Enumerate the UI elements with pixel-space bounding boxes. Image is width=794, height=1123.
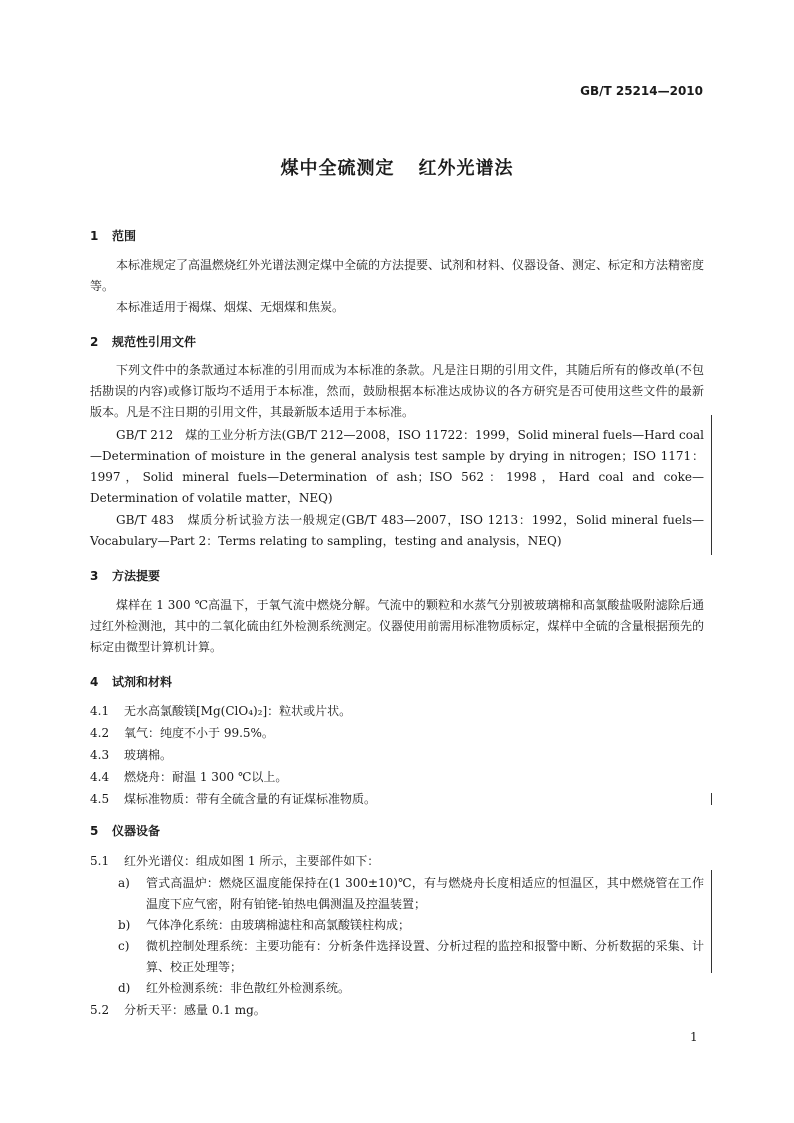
page-title xyxy=(0,154,794,180)
item-text: 燃烧舟：耐温 1 300 ℃以上。 xyxy=(124,770,288,784)
sub-item-text: 红外检测系统：非色散红外检测系统。 xyxy=(146,981,351,995)
reference-gbt-212: GB/T 212 煤的工业分析方法(GB/T 212—2008，ISO 11722：1999，Solid mineral fuels—Hard coal—Determination of moisture in the general analysis test sample by drying in nitrogen；ISO 1171：1997，Solid mineral fuels—Determination of ash；ISO 562：1998，Hard coal and coke—Determination of volatile matter，NEQ) xyxy=(90,428,704,505)
section-4-heading xyxy=(90,673,172,690)
section-3-paragraph-1: 煤样在 1 300 ℃高温下，于氧气流中燃烧分解。气流中的颗粒和水蒸气分别被玻璃棉和高氯酸盐吸附滤除后通过红外检测池，其中的二氧化硫由红外检测系统测定。仪器使用前需用标准物质标定，煤样中全硫的含量根据预先的标定由微型计算机计算。 xyxy=(90,598,704,654)
reference-gbt-483: GB/T 483 煤质分析试验方法一般规定(GB/T 483—2007，ISO 1213：1992，Solid mineral fuels—Vocabulary—Part 2：Terms relating to sampling，testing and analysis，NEQ) xyxy=(90,513,704,548)
section-title: 方法提要 xyxy=(112,569,161,583)
sub-item xyxy=(118,873,704,915)
sub-item-text: 气体净化系统：由玻璃棉滤柱和高氯酸镁柱构成； xyxy=(146,918,411,932)
item-number: 4.1 xyxy=(90,704,110,718)
sub-item-text: 管式高温炉：燃烧区温度能保持在(1 300±10)℃，有与燃烧舟长度相适应的恒温区，其中燃烧管在工作温度下应气密，附有铂铑-铂热电偶测温及控温装置； xyxy=(146,876,704,911)
section-number: 5 xyxy=(90,824,99,838)
title-sub: 红外光谱法 xyxy=(418,158,514,179)
sub-item-label: c) xyxy=(118,939,130,953)
item-number: 4.4 xyxy=(90,770,110,784)
list-item xyxy=(90,851,379,872)
section-2-paragraph-1: 下列文件中的条款通过本标准的引用而成为本标准的条款。凡是注日期的引用文件，其随后所有的修改单(不包括勘误的内容)或修订版均不适用于本标准，然而，鼓励根据本标准达成协议的各方研究是否可使用这些文件的最新版本。凡是不注日期的引用文件，其最新版本适用于本标准。 xyxy=(90,363,704,419)
standard-number: GB/T 25214—2010 xyxy=(580,84,703,98)
list-item xyxy=(90,1000,266,1021)
section-number: 4 xyxy=(90,675,99,689)
sub-item-label: a) xyxy=(118,876,130,890)
item-number: 4.5 xyxy=(90,792,110,806)
section-2-heading xyxy=(90,333,196,350)
change-bar xyxy=(711,793,712,805)
section-1-heading xyxy=(90,227,136,244)
section-5-heading xyxy=(90,822,160,839)
sub-item xyxy=(118,978,704,999)
section-1-paragraph-1: 本标准规定了高温燃烧红外光谱法测定煤中全硫的方法提要、试剂和材料、仪器设备、测定、标定和方法精密度等。 xyxy=(90,258,705,293)
list-item xyxy=(90,745,172,766)
section-title: 范围 xyxy=(112,229,137,243)
sub-item xyxy=(118,936,704,978)
list-item xyxy=(90,767,287,788)
sub-item-text: 微机控制处理系统：主要功能有：分析条件选择设置、分析过程的监控和报警中断、分析数据的采集、计算、校正处理等； xyxy=(146,939,704,974)
item-number: 4.2 xyxy=(90,726,110,740)
item-text: 煤标准物质：带有全硫含量的有证煤标准物质。 xyxy=(124,792,377,806)
section-3-heading xyxy=(90,567,160,584)
item-text: 玻璃棉。 xyxy=(124,748,173,762)
item-text: 红外光谱仪：组成如图 1 所示，主要部件如下： xyxy=(124,854,380,868)
title-main: 煤中全硫测定 xyxy=(280,158,395,179)
item-text: 无水高氯酸镁[Mg(ClO₄)₂]：粒状或片状。 xyxy=(124,704,352,718)
section-title: 仪器设备 xyxy=(112,824,161,838)
list-item xyxy=(90,701,351,722)
item-text: 分析天平：感量 0.1 mg。 xyxy=(124,1003,266,1017)
section-number: 1 xyxy=(90,229,99,243)
sub-item-label: b) xyxy=(118,918,131,932)
change-bar xyxy=(711,415,712,555)
section-1-paragraph-2: 本标准适用于褐煤、烟煤、无烟煤和焦炭。 xyxy=(116,300,345,314)
section-title: 规范性引用文件 xyxy=(112,335,197,349)
item-number: 5.2 xyxy=(90,1003,110,1017)
sub-item-label: d) xyxy=(118,981,131,995)
section-number: 2 xyxy=(90,335,99,349)
list-item xyxy=(90,789,376,810)
item-number: 4.3 xyxy=(90,748,110,762)
sub-item xyxy=(118,915,704,936)
section-number: 3 xyxy=(90,569,99,583)
page-number: 1 xyxy=(690,1030,698,1044)
change-bar xyxy=(711,870,712,973)
list-item xyxy=(90,723,274,744)
section-title: 试剂和材料 xyxy=(112,675,173,689)
item-text: 氧气：纯度不小于 99.5%。 xyxy=(124,726,274,740)
item-number: 5.1 xyxy=(90,854,110,868)
